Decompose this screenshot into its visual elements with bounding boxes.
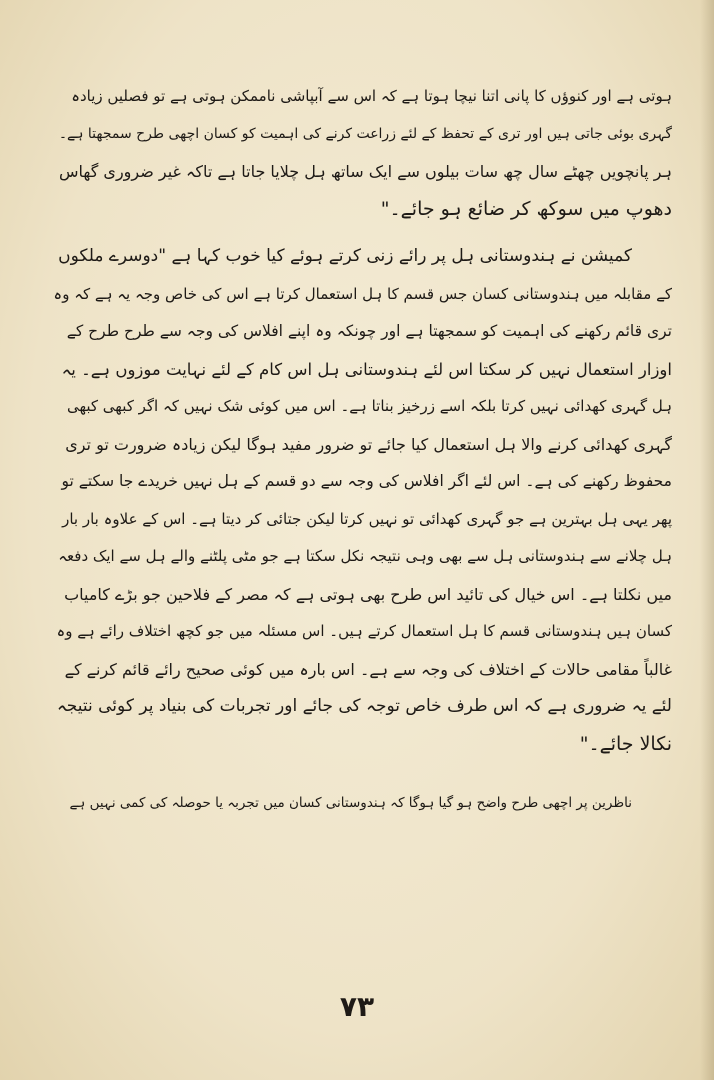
page-number: ۷۳ [339, 990, 375, 1023]
text-line: دھوپ میں سوکھ کر ضائع ہو جائے۔" [380, 197, 672, 220]
text-line: میں نکلتا ہے۔ اس خیال کی تائید اس طرح بھی ہوتی ہے کہ مصر کے فلاحین جو بڑے کامیاب [64, 584, 672, 604]
text-line: تری قائم رکھنے کی اہمیت کو سمجھتا ہے اور چونکہ وہ اپنے افلاس کی وجہ سے طرح طرح کے [66, 322, 672, 340]
text-line: اوزار استعمال نہیں کر سکتا اس لئے ہندوستانی ہل اس کام کے لئے نہایت موزوں ہے۔ یہ [61, 359, 672, 379]
text-line: ہوتی ہے اور کنوؤں کا پانی اتنا نیچا ہوتا ہے کہ اس سے آبپاشی ناممکن ہوتی ہے تو فصلیں زیادہ [71, 87, 672, 105]
page-edge-shadow [700, 0, 714, 1080]
text-line: پھر یہی ہل بہترین ہے جو گہری کھدائی تو نہیں کرتا لیکن جتائی کر دیتا ہے۔ اس کے علاوہ بار بار [62, 509, 672, 528]
text-line: نکالا جائے۔" [579, 732, 672, 755]
paragraph-2 [52, 238, 672, 763]
text-line: کسان ہیں ہندوستانی قسم کا ہل استعمال کرتے ہیں۔ اس مسئلہ میں جو کچھ اختلاف رائے ہے وہ [56, 622, 672, 640]
text-line: کمیشن نے ہندوستانی ہل پر رائے زنی کرتے ہوئے کیا خوب کہا ہے "دوسرے ملکوں [58, 246, 632, 266]
text-line: ہل چلانے سے ہندوستانی ہل سے بھی وہی نتیجہ نکل سکتا ہے جو مٹی پلٹنے والے ہل سے ایک دفعہ [58, 547, 672, 565]
paragraph-1 [52, 78, 672, 228]
body-text [52, 78, 672, 833]
text-line: لئے یہ ضروری ہے کہ اس طرف خاص توجہ کی جائے اور تجربات کی بنیاد پر کوئی نتیجہ [56, 696, 672, 716]
text-line: محفوظ رکھنے کی ہے۔ اس لئے اگر افلاس کی وجہ سے دو قسم کے ہل نہیں خریدے جا سکتے تو [61, 472, 672, 490]
text-line: غالباً مقامی حالات کے اختلاف کی وجہ سے ہے۔ اس بارہ میں کوئی صحیح رائے قائم کرنے کے [64, 659, 672, 679]
paragraph-3 [52, 785, 672, 823]
text-line: ہر پانچویں چھٹے سال چھ سات بیلوں سے ایک ساتھ ہل چلایا جاتا ہے تاکہ غیر ضروری گھاس [58, 162, 672, 181]
text-line: ناظرین پر اچھی طرح واضح ہو گیا ہوگا کہ ہندوستانی کسان میں تجربہ یا حوصلہ کی کمی نہیں ہے [69, 795, 632, 811]
text-line: ہل گہری کھدائی نہیں کرتا بلکہ اسے زرخیز بناتا ہے۔ اس میں کوئی شک نہیں کہ اگر کبھی کبھی [66, 397, 672, 415]
text-line: کے مقابلہ میں ہندوستانی کسان جس قسم کا ہل استعمال کرتا ہے اس کی خاص وجہ یہ ہے کہ وہ [53, 284, 672, 303]
text-line: گہری بوئی جاتی ہیں اور تری کے تحفظ کے لئے زراعت کرنے کی اہمیت کو کسان اچھی طرح سمجھتا ہے۔ [58, 125, 672, 142]
text-line: گہری کھدائی کرنے والا ہل استعمال کیا جائے تو ضرور مفید ہوگا لیکن زیادہ ضرورت تو تری [65, 434, 672, 454]
